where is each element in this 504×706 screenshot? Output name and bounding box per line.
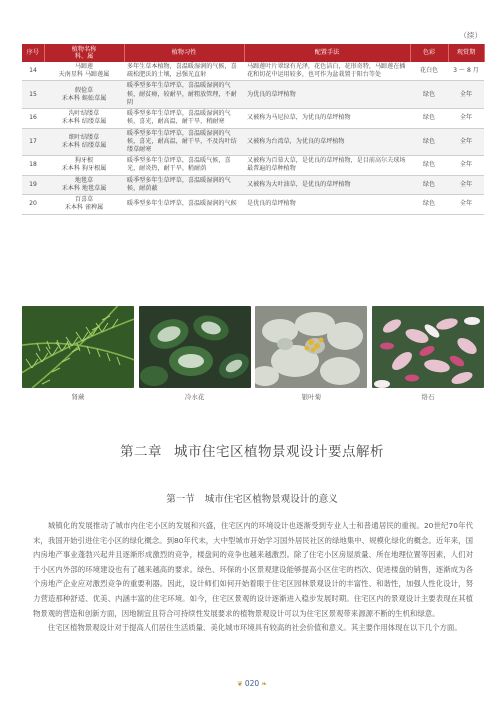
- cell-color: 绿色: [410, 195, 448, 214]
- cell-no: 17: [22, 128, 44, 156]
- chapter-heading: [0, 440, 504, 460]
- fern-photo: [22, 306, 134, 388]
- photo-captions: [22, 392, 484, 401]
- cell-name: 百喜草 禾本科 雀稗属: [44, 195, 124, 214]
- cell-use: 马蹄莲叶片翠绿有光泽，花色洁白，花形奇特，马蹄莲在插花和切花中运用较多，也可作为盆栽置于阳台等处: [244, 62, 410, 81]
- cell-color: 绿色: [410, 109, 448, 128]
- paragraph: 住宅区植物景观设计对于提高人们居住生活质量、美化城市环境具有较高的社会价值和意义。其主要作用体现在以下几个方面。: [47, 623, 462, 633]
- cell-season: 全年: [448, 156, 484, 175]
- ornament-right-icon: ❧: [261, 679, 268, 688]
- section-title: 城市住宅区植物景观设计的意义: [204, 494, 338, 505]
- cell-color: 花白色: [410, 62, 448, 81]
- dusty-miller-photo: [255, 306, 367, 388]
- cell-color: 绿色: [410, 156, 448, 175]
- table-row: [22, 175, 484, 194]
- cell-no: 19: [22, 175, 44, 194]
- body-text: [33, 519, 473, 636]
- table-row: [22, 109, 484, 128]
- cell-habit: 暖季型多年生草坪草，喜温暖湿润的气候，耐荫蔽: [124, 175, 244, 194]
- cell-name: 沟叶结缕草 禾本科 结缕草属: [44, 109, 124, 128]
- table-row: [22, 62, 484, 81]
- cell-use: 为优良的草坪植物: [244, 81, 410, 109]
- continued-label: （续）: [459, 31, 482, 40]
- cell-use: 又被称为大叶油草，是优良的草坪植物: [244, 175, 410, 194]
- column-header: 植物习性: [124, 44, 244, 62]
- column-header: 植物名称 科、属: [44, 44, 124, 62]
- section-heading: [0, 491, 504, 505]
- cell-color: 绿色: [410, 81, 448, 109]
- ornament-left-icon: ❦: [236, 679, 243, 688]
- photo-caption: 络石: [421, 393, 435, 401]
- cell-habit: 多年生草本植物，喜温暖湿润的气候，喜疏松肥沃的土壤，忌强光直射: [124, 62, 244, 81]
- table-header-row: [22, 44, 484, 62]
- cell-name: 假俭草 禾本科 蜈蚣草属: [44, 81, 124, 109]
- cell-season: 3 ～ 8 月: [448, 62, 484, 81]
- cell-season: 全年: [448, 175, 484, 194]
- chapter-title: 城市住宅区植物景观设计要点解析: [174, 444, 384, 460]
- photo-strip: [22, 306, 484, 388]
- cell-use: 又被称为百慕大草，是优良的草坪植物，是目前高尔夫球场最普遍的草种植物: [244, 156, 410, 175]
- page-number-badge: [237, 679, 267, 688]
- cell-habit: 暖季型多年生草坪草，喜温暖湿润的气候，耐贫瘠，较耐旱，耐粗放管理，不耐阴: [124, 81, 244, 109]
- cell-no: 14: [22, 62, 44, 81]
- cell-no: 15: [22, 81, 44, 109]
- cell-use: 是优良的草坪植物: [244, 195, 410, 214]
- cell-use: 又被称为马尼拉草，为优良的草坪植物: [244, 109, 410, 128]
- cell-season: 全年: [448, 81, 484, 109]
- cell-habit: 暖季型多年生草坪草，喜温暖湿润的气候，喜光，耐高温，耐干旱，不及沟叶结缕草耐寒: [124, 128, 244, 156]
- paragraph: 城镇化的发展推动了城市内住宅小区的发展和兴盛，住宅区内的环境设计也逐渐受到专业人士和普通居民的重视。20世纪70年代末，我国开始引进住宅小区的绿化概念。到80年代末，大中型城市开始学习国外居民社区的绿地集中、规模化绿化的概念。近年来，国内房地产事业蓬勃兴起并且逐渐形成激烈的竞争，楼盘间的竞争也越来越激烈。除了住宅小区房屋质量、所在地理位置等因素，人们对于小区内外部的环境建设也有了越来越高的要求。绿色、环保的小区景观建设能够提高小区住宅的档次、促进楼盘的销售，逐渐成为各个房地产企业应对激烈竞争的重要利器。因此，设计师们如何开始着眼于住宅区园林景观设计的丰富性、和谐性，加强人性化设计，努力营造那种舒适、优美、内涵丰富的住宅环境。如今，住宅区景观的设计逐渐进入稳步发展时期。住宅区内的景观设计主要表现在其植物景观的营造和创新方面，因地制宜且符合可持续性发展要求的植物景观设计可以为住宅区景观带来源源不断的生机和绿意。: [33, 521, 473, 618]
- star-jasmine-photo: [372, 306, 484, 388]
- table-row: [22, 81, 484, 109]
- page-number: 020: [244, 679, 260, 688]
- column-header: 色彩: [410, 44, 448, 62]
- pilea-photo: [139, 306, 251, 388]
- cell-season: 全年: [448, 128, 484, 156]
- cell-name: 马蹄莲 天南星科 马蹄莲属: [44, 62, 124, 81]
- page-footer: [0, 679, 504, 688]
- plant-table: [22, 44, 485, 215]
- table-row: [22, 156, 484, 175]
- cell-color: 绿色: [410, 175, 448, 194]
- cell-no: 18: [22, 156, 44, 175]
- table-row: [22, 128, 484, 156]
- cell-season: 全年: [448, 195, 484, 214]
- cell-color: 绿色: [410, 128, 448, 156]
- column-header: 序号: [22, 44, 44, 62]
- cell-name: 地毯草 禾本科 地毯草属: [44, 175, 124, 194]
- chapter-number: 第二章: [120, 444, 162, 460]
- cell-use: 又被称为台湾草，为优良的草坪植物: [244, 128, 410, 156]
- cell-no: 16: [22, 109, 44, 128]
- column-header: 配置手法: [244, 44, 410, 62]
- cell-no: 20: [22, 195, 44, 214]
- column-header: 观赏期: [448, 44, 484, 62]
- table-body: [22, 62, 484, 214]
- cell-habit: 暖季型多年生草坪草，喜温暖湿润的气候，喜光，耐高温，耐干旱，稍耐寒: [124, 109, 244, 128]
- photo-caption: 银叶菊: [301, 393, 322, 401]
- cell-habit: 暖季型多年生草坪草，喜温暖气候，喜光，耐炎热，耐干旱，稍耐荫: [124, 156, 244, 175]
- photo-caption: 冷水花: [184, 393, 205, 401]
- photo-caption: 肾蕨: [71, 393, 85, 401]
- cell-habit: 暖季型多年生草坪草，喜温暖湿润的气候: [124, 195, 244, 214]
- section-number: 第一节: [166, 494, 195, 505]
- cell-name: 细叶结缕草 禾本科 结缕草属: [44, 128, 124, 156]
- table-row: [22, 195, 484, 214]
- cell-season: 全年: [448, 109, 484, 128]
- cell-name: 狗牙根 禾本科 狗牙根属: [44, 156, 124, 175]
